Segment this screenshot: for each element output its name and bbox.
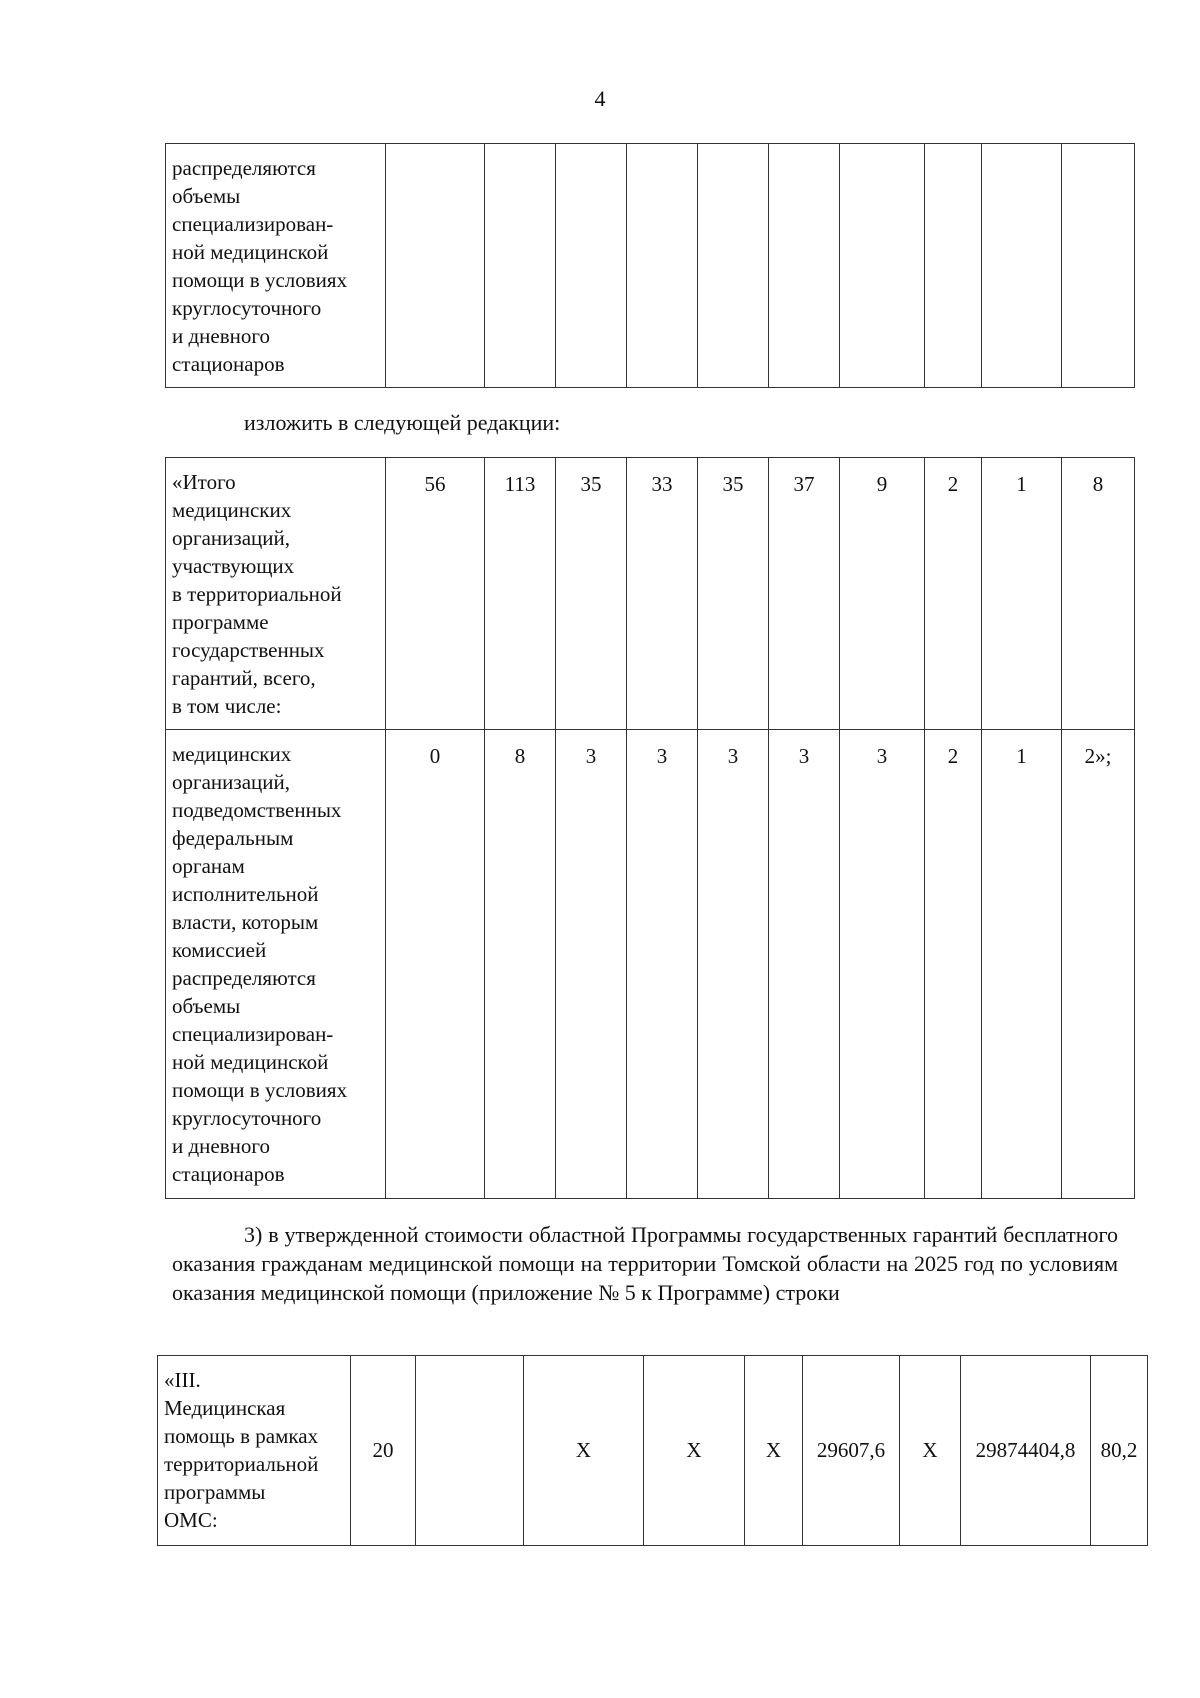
value-cell: 80,2 (1091, 1356, 1148, 1546)
row-label: медицинских организаций, подведомственных федеральным органам исполнительной власти, которым комиссией распределяются объемы специализирован- ной медицинской помощи в условиях круглосуточного и дневного стационаров (166, 730, 386, 1199)
table-row (166, 458, 1135, 730)
value-cell: 3 (769, 730, 840, 1199)
value-cell: 9 (840, 458, 925, 730)
value-cell: 3 (627, 730, 698, 1199)
empty-cell (840, 144, 925, 388)
paragraph-3: 3) в утвержденной стоимости областной Программы государственных гарантий бесплатного оказания гражданам медицинской помощи на территории Томской области на 2025 год по условиям оказания медицинской помощи (приложение № 5 к Программе) строки (172, 1222, 1118, 1305)
value-cell: 3 (698, 730, 769, 1199)
row-label: распределяются объемы специализирован- ной медицинской помощи в условиях круглосуточного и дневного стационаров (166, 144, 386, 388)
value-cell: 1 (982, 730, 1062, 1199)
value-cell: 2»; (1062, 730, 1135, 1199)
value-cell: 33 (627, 458, 698, 730)
value-cell: 8 (1062, 458, 1135, 730)
value-cell: 35 (698, 458, 769, 730)
empty-cell (982, 144, 1062, 388)
value-cell: 56 (386, 458, 485, 730)
value-cell: 35 (556, 458, 627, 730)
value-cell: Х (900, 1356, 961, 1546)
empty-cell (627, 144, 698, 388)
table-new-edition (165, 457, 1135, 1199)
table-previous-row (165, 143, 1135, 388)
table-row (166, 144, 1135, 388)
empty-cell (1062, 144, 1135, 388)
intro-text: изложить в следующей редакции: (244, 410, 561, 435)
value-cell: 20 (351, 1356, 416, 1546)
value-cell: 29607,6 (803, 1356, 900, 1546)
value-cell: 1 (982, 458, 1062, 730)
value-cell: 8 (485, 730, 556, 1199)
value-cell: Х (745, 1356, 803, 1546)
page-number: 4 (594, 86, 606, 111)
row-label: «III. Медицинская помощь в рамках территориальной программы ОМС: (158, 1356, 351, 1546)
value-cell: 2 (925, 730, 982, 1199)
value-cell: 113 (485, 458, 556, 730)
table-row (158, 1356, 1148, 1546)
value-cell: 37 (769, 458, 840, 730)
value-cell: 3 (840, 730, 925, 1199)
value-cell: 3 (556, 730, 627, 1199)
table-cost (157, 1355, 1148, 1546)
table-row (166, 730, 1135, 1199)
empty-cell (925, 144, 982, 388)
empty-cell (698, 144, 769, 388)
value-cell: Х (644, 1356, 745, 1546)
empty-cell (556, 144, 627, 388)
value-cell: 0 (386, 730, 485, 1199)
empty-cell (485, 144, 556, 388)
value-cell: 2 (925, 458, 982, 730)
value-cell (416, 1356, 524, 1546)
empty-cell (769, 144, 840, 388)
value-cell: 29874404,8 (961, 1356, 1091, 1546)
value-cell: Х (524, 1356, 644, 1546)
row-label: «Итого медицинских организаций, участвующих в территориальной программе государственных гарантий, всего, в том числе: (166, 458, 386, 730)
empty-cell (386, 144, 485, 388)
